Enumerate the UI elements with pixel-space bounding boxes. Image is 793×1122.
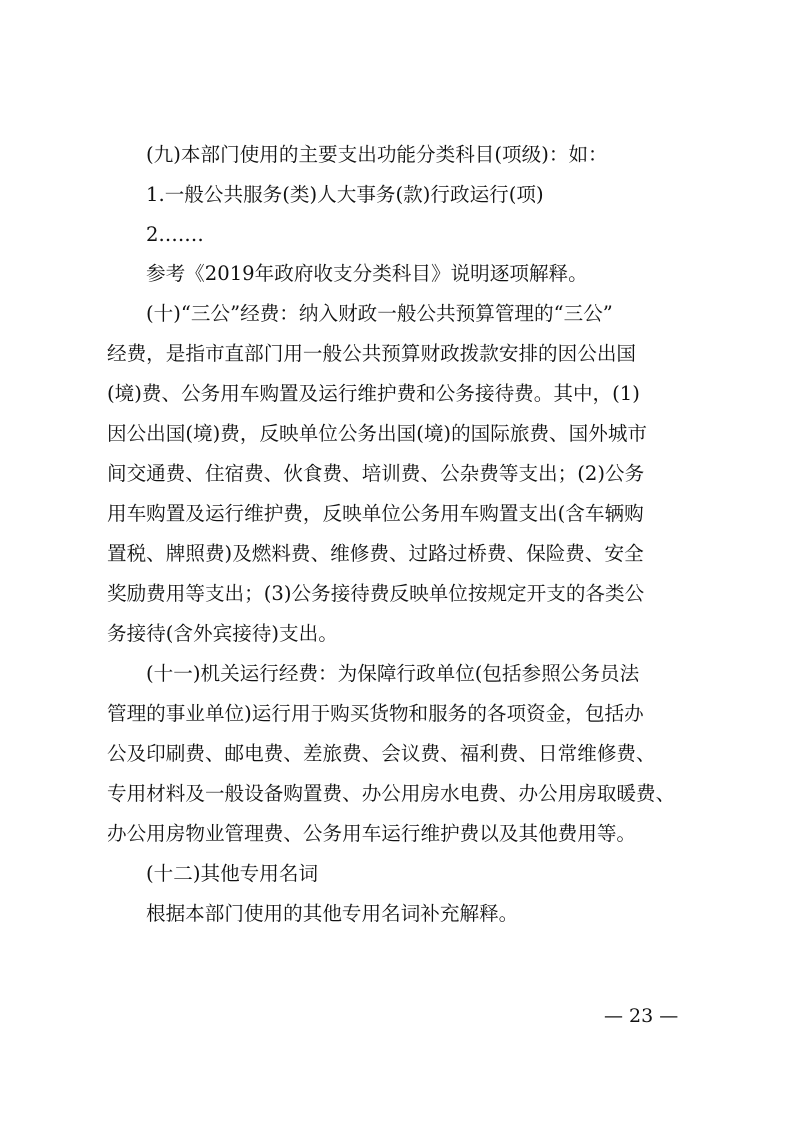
- text-line: (十一)机关运行经费：为保障行政单位(包括参照公务员法: [146, 662, 640, 685]
- text-line: 用车购置及运行维护费，反映单位公务用车购置支出(含车辆购: [107, 502, 644, 525]
- text-line: (十)“三公”经费：纳入财政一般公共预算管理的“三公”: [146, 302, 613, 325]
- text-line: 奖励费用等支出；(3)公务接待费反映单位按规定开支的各类公: [107, 582, 645, 605]
- text-line: 置税、牌照费)及燃料费、维修费、过路过桥费、保险费、安全: [107, 542, 644, 565]
- text-line: 经费，是指市直部门用一般公共预算财政拨款安排的因公出国: [107, 342, 637, 365]
- text-line: 专用材料及一般设备购置费、办公用房水电费、办公用房取暖费、: [107, 782, 676, 805]
- text-line: 办公用房物业管理费、公务用车运行维护费以及其他费用等。: [107, 822, 637, 845]
- page-number: — 23 —: [604, 1005, 679, 1027]
- text-line: (九)本部门使用的主要支出功能分类科目(项级)：如：: [146, 143, 608, 166]
- text-line: 因公出国(境)费，反映单位公务出国(境)的国际旅费、国外城市: [107, 422, 648, 445]
- text-line: (境)费、公务用车购置及运行维护费和公务接待费。其中，(1): [107, 382, 640, 405]
- text-line: 参考《2019年政府收支分类科目》说明逐项解释。: [146, 262, 588, 285]
- text-line: 务接待(含外宾接待)支出。: [107, 622, 338, 645]
- text-line: 2.……: [146, 223, 204, 246]
- text-line: 间交通费、住宿费、伙食费、培训费、公杂费等支出；(2)公务: [107, 462, 645, 485]
- text-line: 1.一般公共服务(类)人大事务(款)行政运行(项): [146, 183, 544, 206]
- text-line: 公及印刷费、邮电费、差旅费、会议费、福利费、日常维修费、: [107, 742, 656, 765]
- text-line: (十二)其他专用名词: [146, 862, 319, 885]
- text-line: 根据本部门使用的其他专用名词补充解释。: [146, 902, 519, 925]
- text-line: 管理的事业单位)运行用于购买货物和服务的各项资金，包括办: [107, 702, 644, 725]
